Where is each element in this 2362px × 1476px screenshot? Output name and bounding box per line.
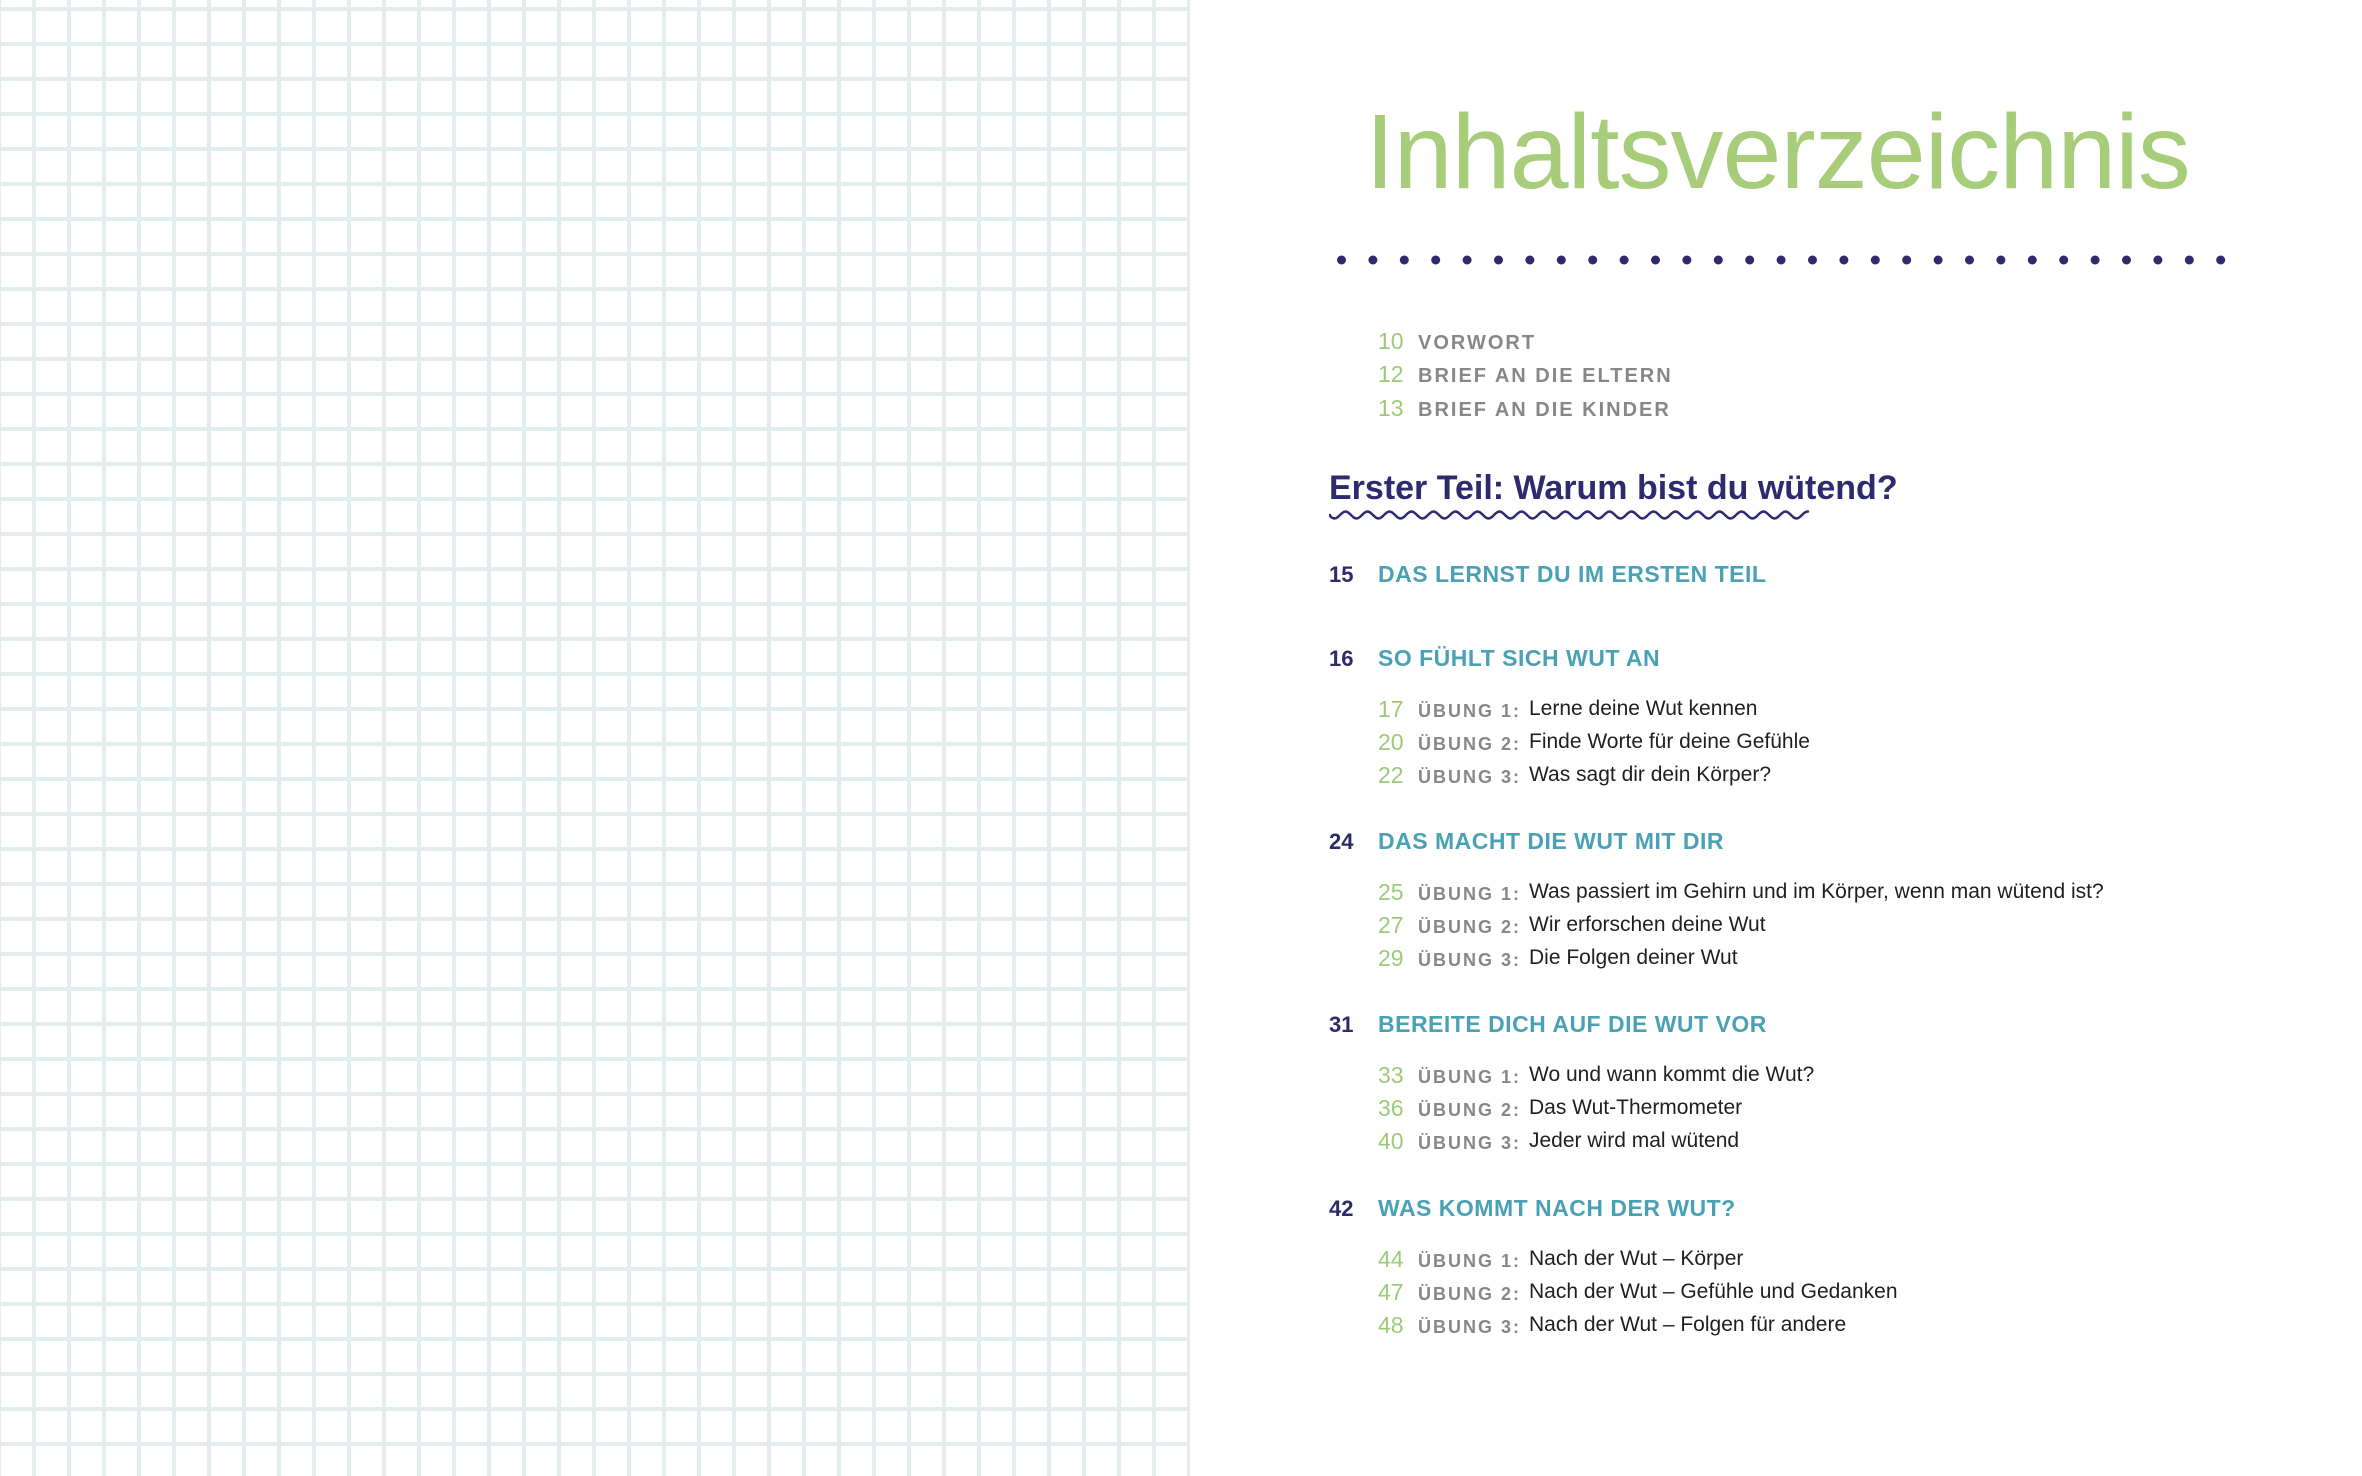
exercise-page-number: 20 <box>1378 729 1404 755</box>
exercise-title: Wir erforschen deine Wut <box>1529 913 1766 936</box>
exercise-title: Nach der Wut – Gefühle und Gedanken <box>1529 1280 1898 1303</box>
divider-dot <box>2028 256 2037 265</box>
section-page-number: 16 <box>1329 646 1354 671</box>
toc-page-number: 12 <box>1378 361 1404 387</box>
divider-dot <box>2216 256 2225 265</box>
divider-dot <box>1368 256 1377 265</box>
exercise-label: ÜBUNG 2: <box>1418 1284 1522 1304</box>
page-title: Inhaltsverzeichnis <box>1365 93 2190 211</box>
divider-dot <box>2091 256 2100 265</box>
divider-dot <box>2185 256 2194 265</box>
divider-dot <box>1902 256 1911 265</box>
divider-dot <box>2059 256 2068 265</box>
divider-dot <box>1714 256 1723 265</box>
section-title: DAS MACHT DIE WUT MIT DIR <box>1378 828 1724 854</box>
exercise-page-number: 47 <box>1378 1279 1404 1305</box>
divider-dot <box>1337 256 1346 265</box>
exercise-title: Jeder wird mal wütend <box>1529 1129 1740 1152</box>
section-page-number: 24 <box>1329 829 1354 854</box>
part-heading: Erster Teil: Warum bist du wütend? <box>1329 469 1898 507</box>
divider-dot <box>1682 256 1691 265</box>
exercise-page-number: 33 <box>1378 1062 1404 1088</box>
exercise-page-number: 29 <box>1378 945 1404 971</box>
divider-dot <box>1839 256 1848 265</box>
exercise-page-number: 27 <box>1378 912 1404 938</box>
exercise-label: ÜBUNG 2: <box>1418 1100 1522 1120</box>
exercise-title: Wo und wann kommt die Wut? <box>1529 1063 1815 1086</box>
toc-page-number: 10 <box>1378 328 1404 354</box>
exercise-page-number: 17 <box>1378 696 1404 722</box>
exercise-title: Die Folgen deiner Wut <box>1529 946 1738 969</box>
exercise-label: ÜBUNG 1: <box>1418 701 1522 721</box>
divider-dot <box>1651 256 1660 265</box>
exercise-label: ÜBUNG 3: <box>1418 1317 1522 1337</box>
divider-dot <box>1777 256 1786 265</box>
exercise-label: ÜBUNG 2: <box>1418 734 1522 754</box>
toc-entry-label: BRIEF AN DIE ELTERN <box>1418 365 1673 387</box>
divider-dot <box>1494 256 1503 265</box>
exercise-label: ÜBUNG 1: <box>1418 1251 1522 1271</box>
toc-page-number: 13 <box>1378 395 1404 421</box>
section-title: SO FÜHLT SICH WUT AN <box>1378 645 1661 671</box>
divider-dot <box>1620 256 1629 265</box>
exercise-page-number: 40 <box>1378 1128 1404 1154</box>
divider-dot <box>1525 256 1534 265</box>
section-title: WAS KOMMT NACH DER WUT? <box>1378 1195 1736 1221</box>
exercise-label: ÜBUNG 2: <box>1418 917 1522 937</box>
divider-dot <box>1588 256 1597 265</box>
exercise-title: Nach der Wut – Körper <box>1529 1247 1744 1270</box>
exercise-label: ÜBUNG 1: <box>1418 1067 1522 1087</box>
exercise-title: Finde Worte für deine Gefühle <box>1529 730 1810 753</box>
exercise-page-number: 48 <box>1378 1312 1404 1338</box>
section-title: DAS LERNST DU IM ERSTEN TEIL <box>1378 561 1767 587</box>
exercise-page-number: 25 <box>1378 879 1404 905</box>
wavy-underline <box>1329 507 1810 523</box>
section-page-number: 31 <box>1329 1012 1354 1037</box>
divider-dot <box>1400 256 1409 265</box>
toc-entry-label: BRIEF AN DIE KINDER <box>1418 399 1671 421</box>
exercise-title: Was sagt dir dein Körper? <box>1529 763 1772 786</box>
exercise-page-number: 44 <box>1378 1246 1404 1272</box>
exercise-label: ÜBUNG 3: <box>1418 950 1522 970</box>
divider-dot <box>2153 256 2162 265</box>
section-title: BEREITE DICH AUF DIE WUT VOR <box>1378 1011 1767 1037</box>
divider-dot <box>1934 256 1943 265</box>
divider-dot <box>2122 256 2131 265</box>
section-page-number: 42 <box>1329 1196 1354 1221</box>
exercise-label: ÜBUNG 1: <box>1418 884 1522 904</box>
exercise-title: Nach der Wut – Folgen für andere <box>1529 1313 1847 1336</box>
divider-dot <box>1871 256 1880 265</box>
divider-dot <box>1463 256 1472 265</box>
divider-dot <box>1431 256 1440 265</box>
table-of-contents-page <box>1190 0 2362 1476</box>
exercise-title: Das Wut-Thermometer <box>1529 1096 1743 1119</box>
exercise-title: Was passiert im Gehirn und im Körper, wenn man wütend ist? <box>1529 880 2104 903</box>
divider-dot <box>1808 256 1817 265</box>
divider-dot <box>1965 256 1974 265</box>
section-page-number: 15 <box>1329 562 1354 587</box>
exercise-title: Lerne deine Wut kennen <box>1529 697 1758 720</box>
divider-dot <box>1557 256 1566 265</box>
exercise-label: ÜBUNG 3: <box>1418 767 1522 787</box>
dotted-divider <box>1337 254 2233 266</box>
exercise-page-number: 36 <box>1378 1095 1404 1121</box>
exercise-page-number: 22 <box>1378 762 1404 788</box>
divider-dot <box>1745 256 1754 265</box>
exercise-label: ÜBUNG 3: <box>1418 1133 1522 1153</box>
divider-dot <box>1996 256 2005 265</box>
toc-entry-label: VORWORT <box>1418 332 1537 354</box>
